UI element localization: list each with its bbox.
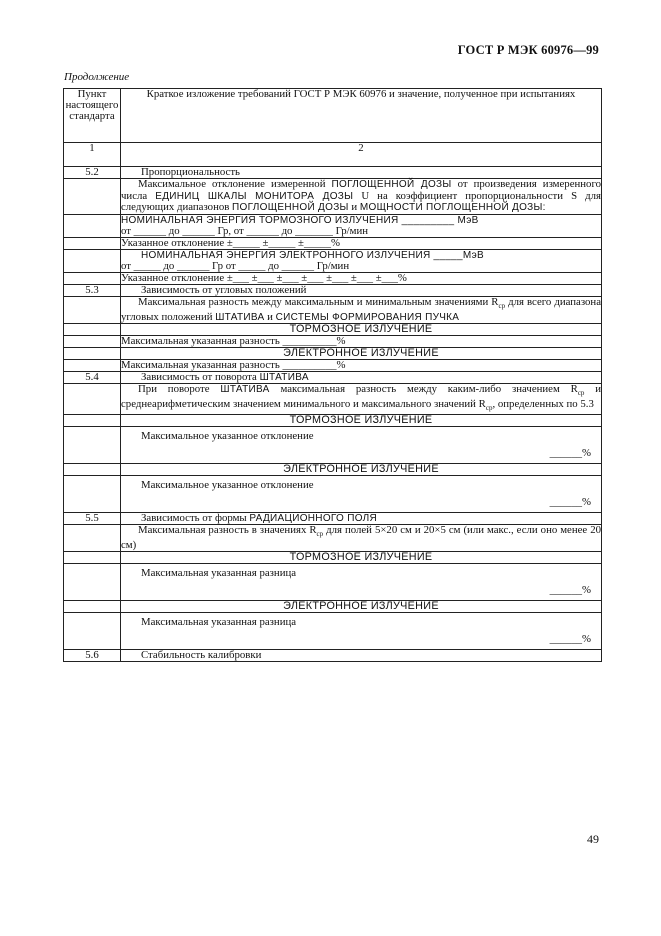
table-row <box>64 296 602 323</box>
column-number-1: 1 <box>64 143 121 167</box>
clause-number: 5.4 <box>64 371 121 383</box>
table-row <box>64 249 602 272</box>
table-row <box>64 564 602 601</box>
page-number: 49 <box>587 832 599 846</box>
clause-title: Зависимость от формы РАДИАЦИОННОГО ПОЛЯ <box>121 512 602 524</box>
table-row <box>64 475 602 512</box>
clause-title: Зависимость от поворота ШТАТИВА <box>121 371 602 383</box>
header-summary-cell: Краткое изложение требований ГОСТ Р МЭК 60976 и значение, полученное при испытаниях <box>121 89 602 143</box>
header-clause-cell: Пункт настоящего стандарта <box>64 89 121 143</box>
electron-energy-field: НОМИНАЛЬНАЯ ЭНЕРГИЯ ЭЛЕКТРОННОГО ИЗЛУЧЕНИЯ _____МэВ от _____ до ______ Гр от _____ до ______ Гр/мин <box>121 249 602 272</box>
requirements-table <box>63 88 602 662</box>
table-row <box>64 335 602 347</box>
bremsstrahlung-energy-field: НОМИНАЛЬНАЯ ЭНЕРГИЯ ТОРМОЗНОГО ИЗЛУЧЕНИЯ _________ МэВ от ______ до ______ Гр, от ______ до _______ Гр/мин <box>121 214 602 237</box>
table-row <box>64 284 602 296</box>
table-row <box>64 524 602 551</box>
table-row <box>64 323 602 335</box>
table-row <box>64 463 602 475</box>
clause-number: 5.3 <box>64 284 121 296</box>
electron-subheading: ЭЛЕКТРОННОЕ ИЗЛУЧЕНИЕ <box>121 601 602 613</box>
clause-title: Зависимость от угловых положений <box>121 284 602 296</box>
bremsstrahlung-subheading: ТОРМОЗНОЕ ИЗЛУЧЕНИЕ <box>121 552 602 564</box>
bremsstrahlung-deviation-field: Указанное отклонение ±_____ ±_____ ±_____% <box>121 237 602 249</box>
table-row <box>64 426 602 463</box>
table-row <box>64 179 602 215</box>
column-number-2: 2 <box>121 143 602 167</box>
column-number-row <box>64 143 602 167</box>
table-row <box>64 167 602 179</box>
table-row <box>64 371 602 383</box>
table-row <box>64 272 602 284</box>
electron-value-field: Максимальная указанная разница ______% <box>121 613 602 650</box>
clause-description: Максимальная разность в значениях $R_{ср}$ для полей 5×20 см и 20×5 см (или макс., если оно менее 20 см) <box>121 523 601 552</box>
clause-number: 5.6 <box>64 650 121 662</box>
electron-subheading: ЭЛЕКТРОННОЕ ИЗЛУЧЕНИЕ <box>121 463 602 475</box>
clause-number: 5.2 <box>64 167 121 179</box>
electron-value-field: Максимальная указанная разность __________% <box>121 359 602 371</box>
electron-subheading: ЭЛЕКТРОННОЕ ИЗЛУЧЕНИЕ <box>121 347 602 359</box>
table-row <box>64 214 602 237</box>
clause-title: Стабильность калибровки <box>121 650 602 662</box>
table-row <box>64 650 602 662</box>
clause-description: При повороте ШТАТИВА максимальная разность между каким-либо значением $R_{ср}$ и среднеарифметическим значением минимального и максимального значений $R_{ср}$, определенных по 5.3 <box>121 383 602 414</box>
clause-title: Пропорциональность <box>121 167 602 179</box>
document-header: ГОСТ Р МЭК 60976—99 <box>457 43 599 57</box>
table-row <box>64 552 602 564</box>
clause-description: Максимальная разность между максимальным и минимальным значениями $R_{ср}$ для всего диапазона угловых положений ШТАТИВА и СИСТЕМЫ ФОРМИРОВАНИЯ ПУЧКА <box>121 295 602 323</box>
bremsstrahlung-subheading: ТОРМОЗНОЕ ИЗЛУЧЕНИЕ <box>121 323 602 335</box>
table-row <box>64 359 602 371</box>
table-row <box>64 414 602 426</box>
continuation-label: Продолжение <box>64 71 130 83</box>
clause-description: Максимальное отклонение измеренной ПОГЛОЩЕННОЙ ДОЗЫ от произведения измеренного числа ЕДИНИЦ ШКАЛЫ МОНИТОРА ДОЗЫ U на коэффициент пропорциональности S для следующих диапазонов ПОГЛОЩЕННОЙ ДОЗЫ и МОЩНОСТИ ПОГЛОЩЕННОЙ ДОЗЫ: <box>121 178 602 213</box>
table-header-row <box>64 89 602 143</box>
bremsstrahlung-value-field: Максимальное указанное отклонение ______% <box>121 426 602 463</box>
table-row <box>64 347 602 359</box>
electron-deviation-field: Указанное отклонение ±___ ±___ ±___ ±___ ±___ ±___ ±___% <box>121 272 602 284</box>
table-row <box>64 383 602 414</box>
table-row <box>64 601 602 613</box>
table-row <box>64 237 602 249</box>
table-row <box>64 613 602 650</box>
clause-number: 5.5 <box>64 512 121 524</box>
bremsstrahlung-subheading: ТОРМОЗНОЕ ИЗЛУЧЕНИЕ <box>121 414 602 426</box>
electron-value-field: Максимальное указанное отклонение ______% <box>121 475 602 512</box>
table-row <box>64 512 602 524</box>
bremsstrahlung-value-field: Максимальная указанная разница ______% <box>121 564 602 601</box>
bremsstrahlung-value-field: Максимальная указанная разность __________% <box>121 335 602 347</box>
